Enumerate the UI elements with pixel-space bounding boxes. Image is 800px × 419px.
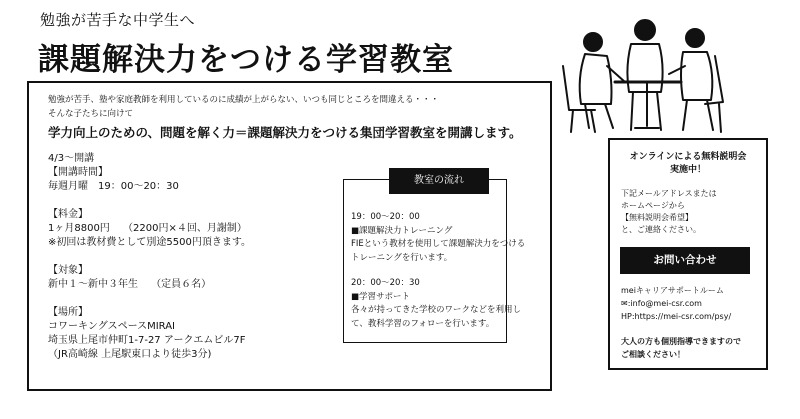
- side-info-2: ホームページから: [621, 201, 685, 210]
- fee-line-1: 1ヶ月8800円 （2200円×４回、月謝制）: [48, 223, 247, 234]
- intro-line-2: そんな子たちに向けて: [48, 109, 134, 119]
- note-line-2: ご相談ください！: [621, 350, 685, 359]
- contact-button[interactable]: お問い合わせ: [620, 247, 750, 274]
- place-block: [48, 306, 338, 362]
- flow-desc-1a: FIEという教材を使用して課題解決力をつける: [351, 239, 526, 249]
- place-line-2: 埼玉県上尾市仲町1-7-27 アークエムビル7F: [48, 335, 246, 346]
- headline: 学力向上のための、問題を解く力＝課題解決力をつける集団学習教室を開講します。: [48, 125, 522, 140]
- target-value: 新中１～新中３年生 （定員６名）: [48, 279, 212, 290]
- place-label: 【場所】: [48, 307, 88, 318]
- hours-label: 【開講時間】: [48, 167, 108, 178]
- org-name: meiキャリアサポートルーム: [621, 286, 724, 295]
- seminar-title-line-2: 実施中！: [669, 165, 706, 175]
- side-info-4: と、ご連絡ください。: [621, 225, 701, 234]
- fee-label: 【料金】: [48, 209, 88, 220]
- place-line-1: コワーキングスペースMIRAI: [48, 321, 176, 332]
- flow-desc-2b: て、教科学習のフォローを行います。: [351, 318, 495, 329]
- meeting-illustration: [555, 8, 735, 138]
- subtitle: 勉強が苦手な中学生へ: [40, 11, 196, 29]
- schedule-block: [48, 152, 338, 194]
- flow-text: [351, 211, 526, 331]
- details-column: [48, 152, 338, 376]
- seminar-title-line-1: オンラインによる無料説明会: [629, 152, 747, 162]
- fee-block: [48, 208, 338, 250]
- flow-time-1: 19：00～20：00: [351, 212, 420, 222]
- target-label: 【対象】: [48, 265, 88, 276]
- flow-desc-1b: トレーニングを行います。: [351, 252, 453, 263]
- flow-title-2: ■学習サポート: [351, 291, 411, 302]
- flow-time-2: 20：00～20：30: [351, 278, 420, 288]
- page-title: 課題解決力をつける学習教室: [38, 42, 454, 78]
- flow-heading: 教室の流れ: [389, 168, 489, 194]
- fee-line-2: ※初回は教材費として別途5500円頂きます。: [48, 237, 252, 248]
- target-block: [48, 264, 338, 292]
- seminar-title: [612, 151, 764, 177]
- intro-line-1: 勉強が苦手、塾や家庭教師を利用しているのに成績が上がらない、いつも同じところを間違える・・・: [48, 95, 440, 105]
- place-line-3: （JR高崎線 上尾駅東口より徒歩3分): [48, 349, 212, 360]
- hours-value: 毎週月曜 19：00～20：30: [48, 181, 179, 192]
- homepage-link[interactable]: HP:https://mei-csr.com/psy/: [621, 312, 732, 321]
- note-line-1: 大人の方も個別指導できますので: [621, 337, 741, 346]
- email-address[interactable]: ✉:info@mei-csr.com: [621, 299, 702, 308]
- flow-desc-2a: 各々が持ってきた学校のワークなどを利用し: [351, 305, 522, 315]
- side-info-1: 下記メールアドレスまたは: [621, 189, 717, 198]
- side-info-3: 【無料説明会希望】: [621, 213, 693, 222]
- flow-title-1: ■課題解決力トレーニング: [351, 225, 453, 236]
- start-date: 4/3～開講: [48, 153, 95, 164]
